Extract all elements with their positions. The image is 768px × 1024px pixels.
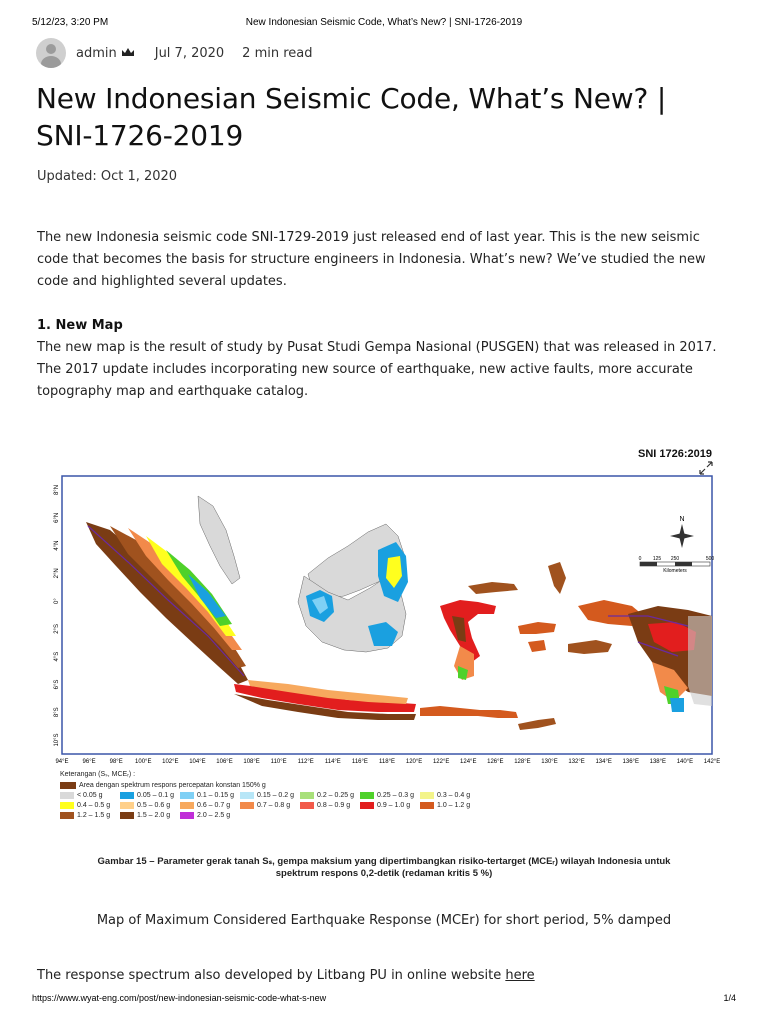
legend-item — [120, 801, 180, 809]
lon-label: 132°E — [568, 759, 585, 765]
map-caption-en: Map of Maximum Considered Earthquake Response (MCEr) for short period, 5% damped — [96, 913, 672, 928]
lat-label: 2°N — [54, 568, 60, 579]
legend-swatch — [180, 812, 194, 819]
here-link[interactable]: here — [505, 968, 535, 983]
lon-label: 130°E — [541, 759, 558, 765]
avatar-head-shape — [46, 44, 56, 54]
legend-label: 0.7 – 0.8 g — [257, 801, 291, 809]
lon-label: 122°E — [432, 759, 450, 765]
legend-swatch — [420, 802, 434, 809]
lon-label: 128°E — [514, 759, 531, 765]
author-name-link[interactable]: admin — [76, 45, 117, 61]
lon-label: 124°E — [460, 759, 477, 765]
legend-label: 0.9 – 1.0 g — [377, 801, 411, 809]
legend-swatch — [120, 792, 134, 799]
print-datetime: 5/12/23, 3:20 PM — [32, 17, 109, 28]
legend-label: 0.05 – 0.1 g — [137, 791, 174, 799]
updated-date: Updated: Oct 1, 2020 — [37, 169, 178, 184]
post-meta — [36, 37, 313, 69]
map-legend — [60, 770, 480, 819]
avatar-body-shape — [41, 56, 61, 68]
response-spectrum-paragraph — [37, 965, 727, 987]
lat-label: 6°N — [54, 512, 60, 523]
legend-area-swatch — [60, 782, 76, 789]
legend-swatch — [420, 792, 434, 799]
legend-item — [60, 811, 120, 819]
print-page-number: 1/4 — [723, 993, 736, 1003]
lon-label: 138°E — [649, 759, 667, 765]
legend-item — [240, 791, 300, 799]
scale-label-125: 125 — [652, 556, 662, 562]
lon-label: 112°E — [297, 759, 314, 765]
legend-item — [180, 791, 240, 799]
scale-label-500: 500 — [705, 556, 715, 562]
lon-label: 104°E — [189, 759, 206, 765]
legend-title: Keterangan (Sₛ, MCEᵣ) : — [60, 771, 136, 778]
legend-swatch — [360, 802, 374, 809]
intro-paragraph: The new Indonesia seismic code SNI-1729-2019 just released end of last year. This is the new seismic code that becomes the basis for structure engineers in Indonesia. What’s new? We’ve studied the new code and highlighted several updates. — [37, 230, 706, 289]
legend-swatch — [60, 812, 74, 819]
legend-swatch — [240, 802, 254, 809]
figure-caption-line1: Gambar 15 – Parameter gerak tanah Sₛ, gempa maksium yang dipertimbangkan risiko-tertarget (MCEᵣ) wilayah Indonesia untuk — [97, 856, 671, 867]
crown-icon — [121, 46, 135, 61]
legend-item — [300, 791, 360, 799]
legend-area-label: Area dengan spektrum respons percepatan konstan 150% g — [79, 782, 266, 789]
legend-item — [240, 801, 300, 809]
print-url: https://www.wyat-eng.com/post/new-indonesian-seismic-code-what-s-new — [32, 993, 327, 1003]
lon-label: 114°E — [324, 759, 341, 765]
lon-label: 126°E — [487, 759, 504, 765]
legend-swatch — [180, 802, 194, 809]
lat-label: 10°S — [54, 733, 60, 747]
figure-code-label: SNI 1726:2019 — [638, 448, 712, 460]
papua-south-blue — [670, 698, 684, 712]
legend-swatch — [300, 802, 314, 809]
article-title: New Indonesian Seismic Code, What’s New? | SNI-1726-2019 — [36, 82, 667, 152]
seismic-hazard-map — [48, 466, 720, 766]
legend-item — [60, 801, 120, 809]
legend-swatch — [360, 792, 374, 799]
legend-label: 0.1 – 0.15 g — [197, 791, 234, 799]
lon-label: 102°E — [162, 759, 179, 765]
legend-swatch — [120, 812, 134, 819]
lon-label: 116°E — [351, 759, 368, 765]
lon-label: 142°E — [703, 759, 720, 765]
lat-label: 6°S — [54, 679, 60, 690]
compass-n-label: N — [679, 516, 685, 523]
lon-label: 96°E — [82, 759, 96, 765]
legend-label: 2.0 – 2.5 g — [197, 811, 231, 819]
legend-label: < 0.05 g — [77, 791, 103, 799]
legend-item — [360, 791, 420, 799]
lon-label: 100°E — [135, 759, 152, 765]
legend-item — [180, 801, 240, 809]
lon-label: 118°E — [379, 759, 395, 765]
lat-label: 8°S — [54, 707, 60, 718]
legend-label: 0.15 – 0.2 g — [257, 791, 294, 799]
lon-label: 108°E — [243, 759, 260, 765]
lon-label: 98°E — [109, 759, 123, 765]
legend-label: 1.5 – 2.0 g — [137, 811, 171, 819]
legend-label: 0.8 – 0.9 g — [317, 801, 351, 809]
print-page-title: New Indonesian Seismic Code, What’s New? | SNI-1726-2019 — [245, 17, 523, 28]
legend-item — [420, 791, 480, 799]
legend-item — [360, 801, 420, 809]
seismic-map-figure — [48, 440, 720, 890]
lon-label: 134°E — [595, 759, 612, 765]
scale-label-0: 0 — [638, 556, 642, 562]
lat-label: 0° — [54, 598, 60, 604]
legend-area-row — [60, 781, 480, 790]
lon-label: 110°E — [270, 759, 287, 765]
legend-label: 0.5 – 0.6 g — [137, 801, 171, 809]
lat-label: 8°N — [54, 484, 60, 496]
legend-label: 0.2 – 0.25 g — [317, 791, 354, 799]
legend-swatch — [60, 802, 74, 809]
read-time: 2 min read — [242, 45, 313, 61]
lon-label: 136°E — [622, 759, 639, 765]
lat-label: 4°N — [54, 540, 60, 551]
legend-swatch — [240, 792, 254, 799]
legend-grid — [60, 791, 480, 819]
legend-label: 1.2 – 1.5 g — [77, 811, 111, 819]
new-map-paragraph: The new map is the result of study by Pusat Studi Gempa Nasional (PUSGEN) that was released in 2017. The 2017 update includes incorporating new source of earthquake, new active faults, more accurate topography map and earthquake catalog. — [37, 340, 717, 399]
latitude-labels — [54, 485, 60, 747]
author-avatar[interactable] — [36, 38, 66, 68]
post-date: Jul 7, 2020 — [154, 45, 225, 61]
figure-caption-line2: spektrum respons 0,2-detik (redaman kritis 5 %) — [275, 868, 493, 879]
legend-swatch — [120, 802, 134, 809]
lon-label: 120°E — [405, 759, 423, 765]
lon-label: 94°E — [55, 759, 69, 765]
response-text: The response spectrum also developed by Litbang PU in online website — [37, 968, 506, 983]
legend-label: 0.4 – 0.5 g — [77, 801, 111, 809]
scale-label-250: 250 — [670, 556, 680, 562]
legend-swatch — [60, 792, 74, 799]
legend-swatch — [300, 792, 314, 799]
longitude-labels — [55, 759, 720, 765]
legend-label: 0.6 – 0.7 g — [197, 801, 231, 809]
lon-label: 140°E — [676, 759, 694, 765]
legend-item — [120, 811, 180, 819]
legend-item — [300, 801, 360, 809]
lat-label: 4°S — [54, 651, 60, 662]
legend-item — [180, 811, 240, 819]
lat-label: 2°S — [54, 624, 60, 634]
png-hatched — [688, 616, 712, 706]
lon-label: 106°E — [216, 759, 233, 765]
legend-item — [120, 791, 180, 799]
legend-item — [420, 801, 480, 809]
legend-label: 0.25 – 0.3 g — [377, 791, 414, 799]
scale-unit: Kilometers — [663, 568, 687, 574]
section-heading-new-map: 1. New Map — [37, 318, 123, 333]
legend-label: 0.3 – 0.4 g — [437, 791, 471, 799]
figure-caption-id — [48, 856, 720, 880]
legend-swatch — [180, 792, 194, 799]
legend-label: 1.0 – 1.2 g — [437, 801, 471, 809]
legend-item — [60, 791, 120, 799]
